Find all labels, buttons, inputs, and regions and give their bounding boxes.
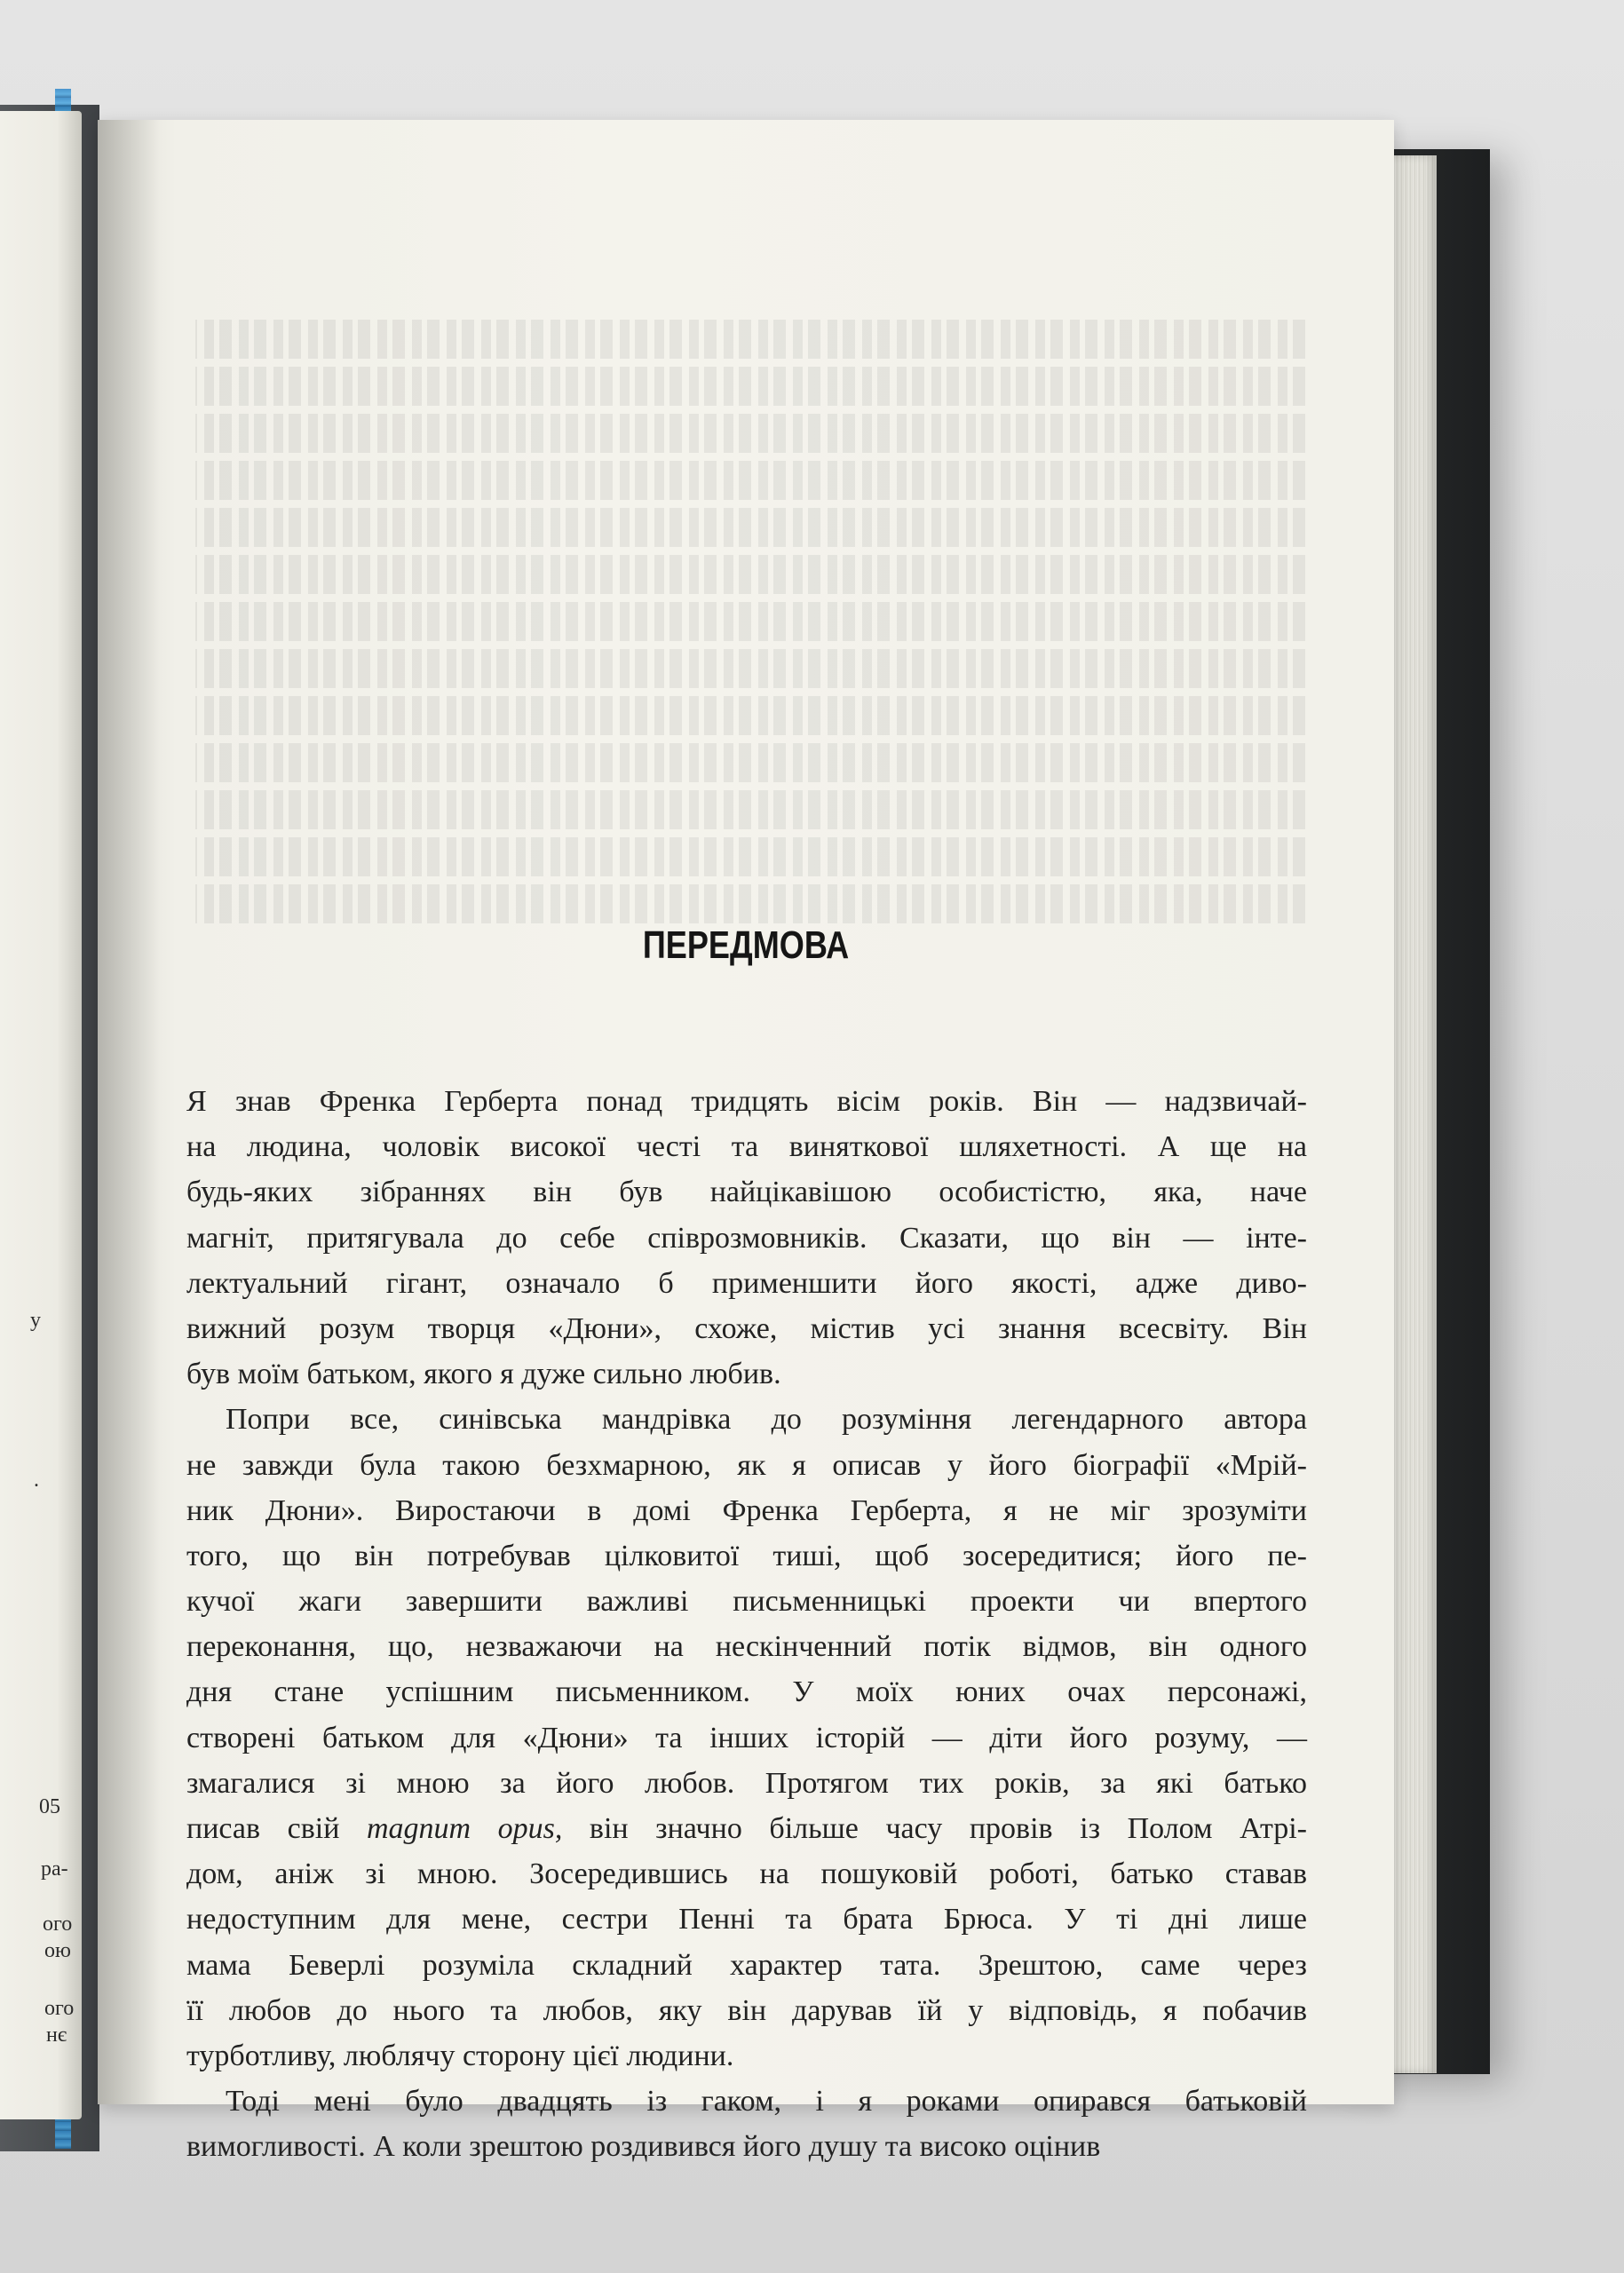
text-line: ник Дюни». Виростаючи в домі Френка Герберта, я не міг зрозуміти — [186, 1493, 1307, 1527]
show-through-text — [195, 320, 1305, 959]
text-line: дом, аніж зі мною. Зосередившись на пошуковій роботі, батько ставав — [186, 1857, 1307, 1891]
left-page-fragment: нє — [46, 2024, 67, 2047]
gutter-shadow — [98, 120, 160, 2104]
text-line: не завжди була такою безхмарною, як я описав у його біографії «Мрій- — [186, 1448, 1307, 1482]
text-line: мама Беверлі розуміла складний характер тата. Зрештою, саме через — [186, 1948, 1307, 1982]
text-line: будь-яких зібраннях він був найцікавішою особистістю, яка, наче — [186, 1176, 1307, 1209]
text-line — [186, 1806, 1307, 1851]
text-fragment: писав свій — [186, 1812, 367, 1845]
left-page-fragment: у — [30, 1309, 41, 1332]
text-line: кучої жаги завершити важливі письменницькі проекти чи впертого — [186, 1585, 1307, 1619]
left-page-fragment: ого — [44, 1997, 75, 2020]
text-fragment: він значно більше часу провів із Полом Атрі- — [562, 1812, 1307, 1845]
left-page — [0, 111, 82, 2119]
italic-phrase: magnum opus, — [366, 1812, 563, 1845]
paragraph — [186, 1397, 1307, 2079]
text-line: на людина, чоловік високої честі та виняткової шляхетності. А ще на — [186, 1130, 1307, 1164]
left-page-fragment: ра- — [41, 1857, 68, 1881]
text-line: змагалися зі мною за його любов. Протягом тих років, за які батько — [186, 1766, 1307, 1800]
text-line: створені батьком для «Дюни» та інших історій — діти його розуму, — — [186, 1721, 1307, 1754]
text-line: турботливу, люблячу сторону цієї людини. — [186, 2039, 734, 2072]
left-page-fragment: ою — [44, 1939, 71, 1962]
text-line: лектуальний гігант, означало б применшити його якості, адже диво- — [186, 1266, 1307, 1300]
text-line: недоступним для мене, сестри Пенні та брата Брюса. У ті дні лише — [186, 1903, 1307, 1936]
text-line: вижний розум творця «Дюни», схоже, містив усі знання всесвіту. Він — [186, 1311, 1307, 1345]
text-line: був моїм батьком, якого я дуже сильно любив. — [186, 1358, 781, 1391]
body-text — [186, 1079, 1307, 2170]
book-page — [98, 120, 1394, 2164]
text-line: переконання, що, незважаючи на нескінченний потік відмов, він одного — [186, 1630, 1307, 1664]
text-line: дня стане успішним письменником. У моїх юних очах персонажі, — [186, 1675, 1307, 1709]
left-page-fragment: 05 — [39, 1795, 60, 1818]
text-line: її любов до нього та любов, яку він дарував їй у відповідь, я побачив — [186, 1993, 1307, 2027]
paragraph — [186, 1079, 1307, 1397]
text-line: Я знав Френка Герберта понад тридцять вісім років. Він — надзвичай- — [186, 1085, 1307, 1118]
text-line: того, що він потребував цілковитої тиші, щоб зосередитися; його пе- — [186, 1539, 1307, 1572]
text-line: Попри все, синівська мандрівка до розуміння легендарного автора — [226, 1403, 1307, 1437]
paragraph — [186, 2079, 1307, 2169]
left-page-fragment: ого — [43, 1913, 73, 1936]
text-line: магніт, притягувала до себе співрозмовників. Сказати, що він — інте- — [186, 1221, 1307, 1255]
text-line: вимогливості. А коли зрештою роздивився його душу та високо оцінив — [186, 2130, 1101, 2164]
text-line: Тоді мені було двадцять із гаком, і я роками опирався батьковій — [226, 2085, 1307, 2119]
chapter-heading: ПЕРЕДМОВА — [642, 923, 850, 967]
left-page-fragment: . — [34, 1469, 39, 1492]
